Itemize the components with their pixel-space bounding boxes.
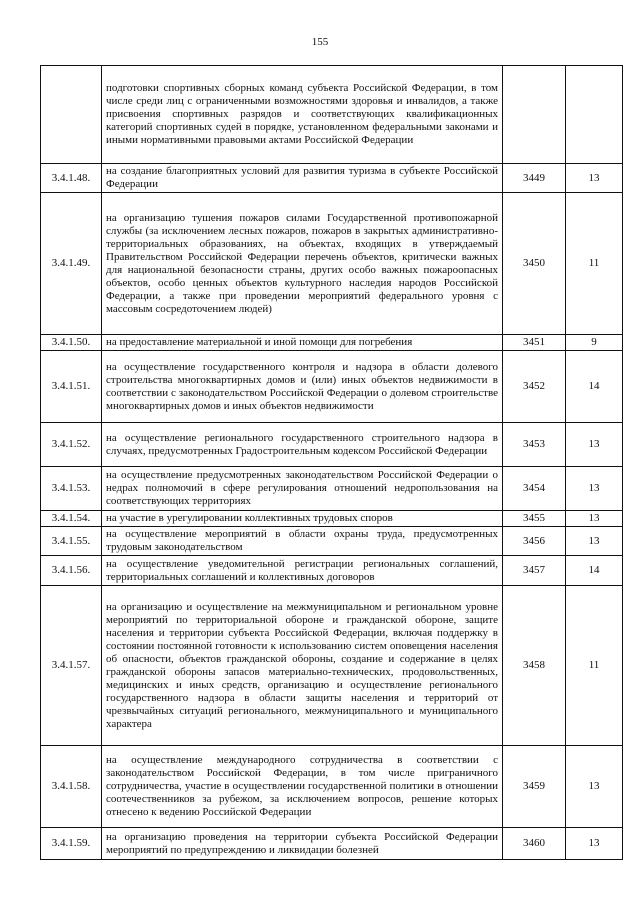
row-code: 3451 — [503, 335, 566, 351]
table-row — [41, 511, 623, 527]
row-count: 13 — [566, 467, 623, 511]
row-code: 3458 — [503, 586, 566, 746]
row-description: подготовки спортивных сборных команд субъекта Российской Федерации, в том числе среди лиц с ограниченными возможностями здоровья и инвалидов, а также присвоения спортивных разрядов и соответствующих квалификационных категорий спортивных судей в порядке, установленном федеральными законами и иными нормативными правовыми актами Российской Федерации — [102, 66, 503, 164]
table-row — [41, 351, 623, 423]
row-count: 14 — [566, 351, 623, 423]
row-description: на осуществление уведомительной регистрации региональных соглашений, территориальных соглашений и коллективных договоров — [102, 556, 503, 586]
row-count — [566, 66, 623, 164]
row-description: на осуществление регионального государственного строительного надзора в случаях, предусмотренных Градостроительным кодексом Российской Федерации — [102, 423, 503, 467]
page-number: 155 — [311, 36, 329, 48]
row-count: 14 — [566, 556, 623, 586]
authority-register-table — [40, 65, 623, 860]
row-number: 3.4.1.54. — [41, 511, 102, 527]
table-row — [41, 335, 623, 351]
row-number — [41, 66, 102, 164]
table-row — [41, 746, 623, 828]
row-description: на предоставление материальной и иной помощи для погребения — [102, 335, 503, 351]
row-code: 3457 — [503, 556, 566, 586]
row-count: 13 — [566, 746, 623, 828]
row-count: 9 — [566, 335, 623, 351]
row-number: 3.4.1.50. — [41, 335, 102, 351]
row-number: 3.4.1.53. — [41, 467, 102, 511]
row-code: 3459 — [503, 746, 566, 828]
row-code: 3450 — [503, 193, 566, 335]
row-description: на создание благоприятных условий для развития туризма в субъекте Российской Федерации — [102, 164, 503, 193]
row-number: 3.4.1.55. — [41, 527, 102, 556]
row-count: 11 — [566, 193, 623, 335]
row-code: 3449 — [503, 164, 566, 193]
row-code: 3456 — [503, 527, 566, 556]
table-row — [41, 828, 623, 860]
row-description: на участие в урегулировании коллективных трудовых споров — [102, 511, 503, 527]
row-code: 3452 — [503, 351, 566, 423]
row-number: 3.4.1.56. — [41, 556, 102, 586]
row-description: на осуществление государственного контроля и надзора в области долевого строительства многоквартирных домов и (или) иных объектов недвижимости в соответствии с законодательством Российской Федерации о долевом строительстве многоквартирных домов и иных объектов недвижимости — [102, 351, 503, 423]
row-code: 3454 — [503, 467, 566, 511]
row-count: 13 — [566, 423, 623, 467]
row-code — [503, 66, 566, 164]
table-row — [41, 66, 623, 164]
row-number: 3.4.1.51. — [41, 351, 102, 423]
table-row — [41, 527, 623, 556]
row-code: 3455 — [503, 511, 566, 527]
row-number: 3.4.1.57. — [41, 586, 102, 746]
row-description: на осуществление международного сотрудничества в соответствии с законодательством Российской Федерации, в том числе приграничного сотрудничества, участие в осуществлении государственной политики в отношении соотечественников за рубежом, за исключением вопросов, решение которых отнесено к ведению Российской Федерации — [102, 746, 503, 828]
row-count: 13 — [566, 828, 623, 860]
row-description: на организацию проведения на территории субъекта Российской Федерации мероприятий по предупреждению и ликвидации болезней — [102, 828, 503, 860]
row-description: на организацию тушения пожаров силами Государственной противопожарной службы (за исключением лесных пожаров, пожаров в закрытых административно-территориальных образованиях, на объектах, входящих в утверждаемый Правительством Российской Федерации перечень объектов, критически важных для национальной безопасности страны, других особо важных пожароопасных объектов, особо ценных объектов культурного наследия народов Российской Федерации, а также при проведении мероприятий федерального уровня с массовым сосредоточением людей) — [102, 193, 503, 335]
table-row — [41, 467, 623, 511]
row-code: 3460 — [503, 828, 566, 860]
row-description: на осуществление мероприятий в области охраны труда, предусмотренных трудовым законодательством — [102, 527, 503, 556]
row-code: 3453 — [503, 423, 566, 467]
row-number: 3.4.1.49. — [41, 193, 102, 335]
table-row — [41, 556, 623, 586]
table-row — [41, 586, 623, 746]
row-number: 3.4.1.48. — [41, 164, 102, 193]
row-count: 13 — [566, 164, 623, 193]
row-number: 3.4.1.58. — [41, 746, 102, 828]
row-count: 13 — [566, 527, 623, 556]
row-description: на осуществление предусмотренных законодательством Российской Федерации о недрах полномочий в сфере регулирования отношений недропользования на соответствующих территориях — [102, 467, 503, 511]
row-description: на организацию и осуществление на межмуниципальном и региональном уровне мероприятий по территориальной обороне и гражданской обороне, защите населения и территории субъекта Российской Федерации, включая поддержку в состоянии постоянной готовности к использованию систем оповещения населения об опасности, объектов гражданской обороны, создание и содержание в целях гражданской обороны запасов материально-технических, продовольственных, медицинских и иных средств, организацию и осуществление регионального государственного надзора в области защиты населения и территорий от чрезвычайных ситуаций регионального, межмуниципального и муниципального характера — [102, 586, 503, 746]
row-number: 3.4.1.52. — [41, 423, 102, 467]
table-row — [41, 193, 623, 335]
row-number: 3.4.1.59. — [41, 828, 102, 860]
table-row — [41, 423, 623, 467]
row-count: 13 — [566, 511, 623, 527]
row-count: 11 — [566, 586, 623, 746]
table-row — [41, 164, 623, 193]
